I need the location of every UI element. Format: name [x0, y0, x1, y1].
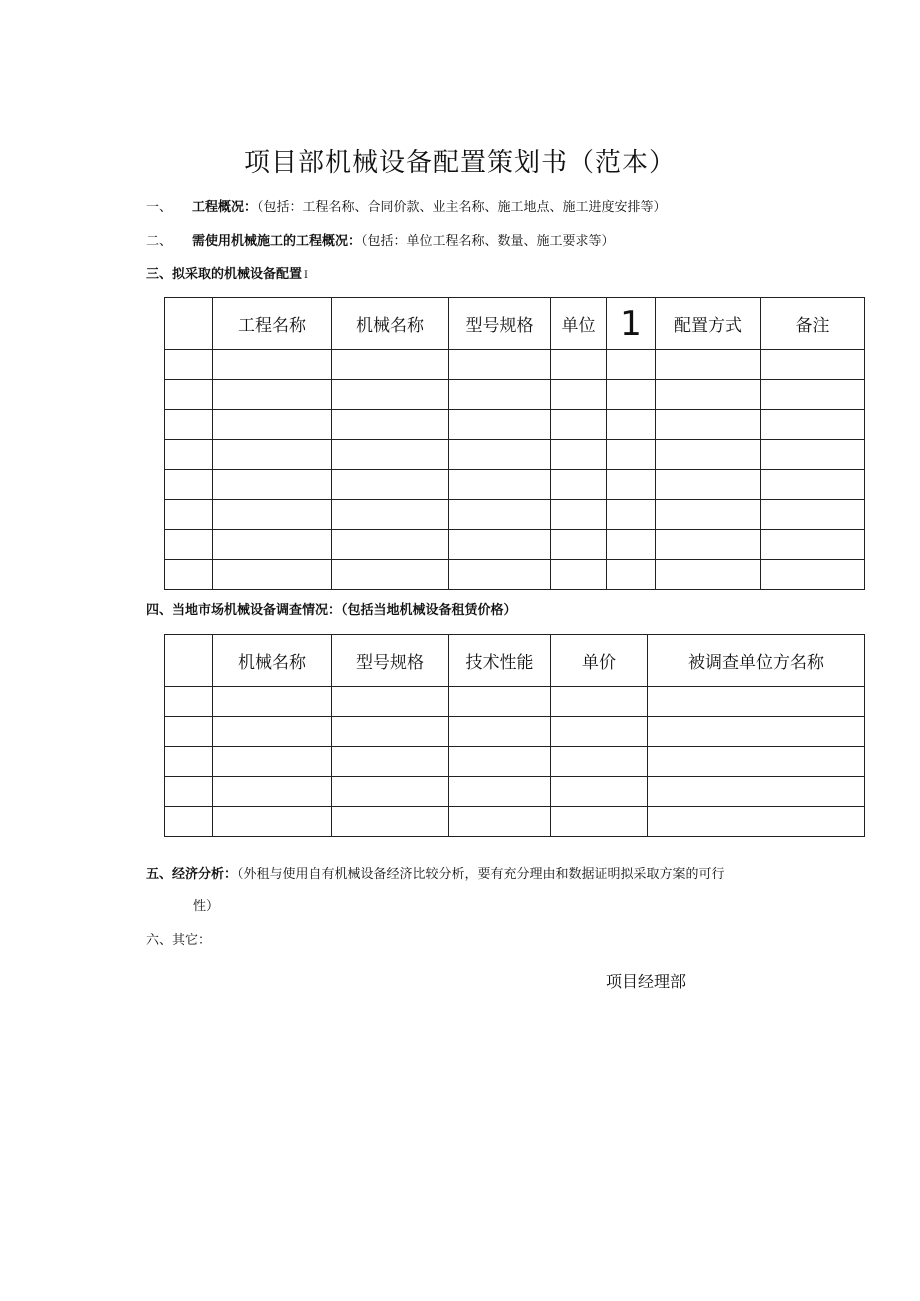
table1-cell[interactable] — [761, 440, 865, 470]
table1-cell[interactable] — [656, 380, 761, 410]
table1-cell[interactable] — [213, 560, 332, 590]
table-row — [165, 560, 865, 590]
table1-cell[interactable] — [607, 470, 656, 500]
table2-cell[interactable] — [213, 747, 332, 777]
section-1-label: 工程概况： — [192, 200, 258, 215]
table-row — [165, 500, 865, 530]
table1-cell[interactable] — [213, 410, 332, 440]
table1-cell[interactable] — [761, 410, 865, 440]
table1-cell[interactable] — [332, 380, 449, 410]
section-6 — [146, 929, 211, 948]
table-row — [165, 410, 865, 440]
table2-cell[interactable] — [449, 687, 551, 717]
table-row — [165, 440, 865, 470]
table1-cell[interactable] — [761, 380, 865, 410]
table1-cell[interactable] — [761, 530, 865, 560]
table1-cell[interactable] — [165, 440, 213, 470]
equipment-config-table — [164, 297, 865, 590]
table1-cell[interactable] — [551, 410, 607, 440]
table2-cell[interactable] — [449, 807, 551, 837]
table1-cell[interactable] — [761, 350, 865, 380]
table1-header-config-method: 配置方式 — [656, 298, 761, 350]
section-5-note-continuation: 性） — [193, 899, 220, 914]
table2-cell[interactable] — [213, 687, 332, 717]
table1-cell[interactable] — [449, 560, 551, 590]
table2-header-machine-name: 机械名称 — [213, 635, 332, 687]
table1-cell[interactable] — [551, 350, 607, 380]
section-3 — [146, 263, 308, 282]
table1-cell[interactable] — [656, 440, 761, 470]
table-row — [165, 747, 865, 777]
table2-cell[interactable] — [165, 687, 213, 717]
table-row — [165, 807, 865, 837]
section-2 — [146, 230, 615, 249]
table2-cell[interactable] — [449, 717, 551, 747]
table1-cell[interactable] — [551, 560, 607, 590]
table1-cell[interactable] — [607, 440, 656, 470]
table2-cell[interactable] — [332, 717, 449, 747]
table1-cell[interactable] — [332, 440, 449, 470]
page-title: 项目部机械设备配置策划书（范本） — [243, 148, 676, 178]
table-row — [165, 350, 865, 380]
table1-header-model-spec: 型号规格 — [449, 298, 551, 350]
table1-cell[interactable] — [761, 470, 865, 500]
table1-cell[interactable] — [551, 440, 607, 470]
table2-cell[interactable] — [449, 777, 551, 807]
table1-cell[interactable] — [332, 500, 449, 530]
table2-header-unit-price: 单价 — [551, 635, 648, 687]
table1-cell[interactable] — [165, 410, 213, 440]
table2-cell[interactable] — [449, 747, 551, 777]
market-survey-table — [164, 634, 865, 837]
table2-cell[interactable] — [332, 747, 449, 777]
section-3-label: 三、拟采取的机械设备配置 — [146, 267, 303, 282]
table1-cell[interactable] — [213, 440, 332, 470]
section-4 — [146, 599, 517, 618]
table1-cell[interactable] — [449, 350, 551, 380]
table1-cell[interactable] — [449, 410, 551, 440]
table1-cell[interactable] — [607, 350, 656, 380]
table1-cell[interactable] — [165, 350, 213, 380]
table1-cell[interactable] — [449, 470, 551, 500]
table2-cell[interactable] — [648, 687, 865, 717]
table1-cell[interactable] — [607, 530, 656, 560]
table1-header-quantity: 1 — [607, 298, 656, 350]
table1-cell[interactable] — [165, 530, 213, 560]
table2-cell[interactable] — [165, 747, 213, 777]
signature: 项目经理部 — [606, 972, 687, 991]
section-3-mark: I — [304, 270, 308, 281]
section-1-note: （包括：工程名称、合同价款、业主名称、施工地点、施工进度安排等） — [257, 200, 667, 215]
table1-header-blank — [165, 298, 213, 350]
table1-cell[interactable] — [213, 350, 332, 380]
table-row — [165, 717, 865, 747]
table1-header-unit: 单位 — [551, 298, 607, 350]
table1-cell[interactable] — [332, 470, 449, 500]
table2-cell[interactable] — [332, 777, 449, 807]
table1-cell[interactable] — [656, 560, 761, 590]
table1-cell[interactable] — [607, 500, 656, 530]
section-2-note: （包括：单位工程名称、数量、施工要求等） — [361, 234, 615, 249]
table2-cell[interactable] — [551, 747, 648, 777]
table1-cell[interactable] — [332, 560, 449, 590]
section-2-label: 需使用机械施工的工程概况： — [192, 234, 362, 249]
table1-cell[interactable] — [165, 470, 213, 500]
table1-cell[interactable] — [551, 500, 607, 530]
table2-cell[interactable] — [551, 717, 648, 747]
table2-cell[interactable] — [648, 747, 865, 777]
table2-cell[interactable] — [551, 777, 648, 807]
table1-cell[interactable] — [165, 380, 213, 410]
table2-cell[interactable] — [213, 807, 332, 837]
section-5-note: （外租与使用自有机械设备经济比较分析，要有充分理由和数据证明拟采取方案的可行 — [237, 867, 725, 882]
section-5 — [146, 863, 725, 882]
table1-cell[interactable] — [551, 470, 607, 500]
table-row — [165, 470, 865, 500]
section-4-label: 四、当地市场机械设备调查情况：（包括当地机械设备租赁价格） — [146, 603, 517, 618]
table2-cell[interactable] — [165, 717, 213, 747]
table1-cell[interactable] — [761, 500, 865, 530]
table1-cell[interactable] — [607, 560, 656, 590]
table1-cell[interactable] — [449, 530, 551, 560]
table-row — [165, 777, 865, 807]
section-5-label: 五、经济分析： — [146, 867, 238, 882]
table1-cell[interactable] — [551, 530, 607, 560]
table1-cell[interactable] — [213, 500, 332, 530]
table1-cell[interactable] — [656, 500, 761, 530]
table1-cell[interactable] — [449, 380, 551, 410]
table1-cell[interactable] — [607, 410, 656, 440]
table2-cell[interactable] — [165, 807, 213, 837]
table2-header-model-spec: 型号规格 — [332, 635, 449, 687]
table1-cell[interactable] — [656, 350, 761, 380]
table1-cell[interactable] — [213, 470, 332, 500]
table1-cell[interactable] — [761, 560, 865, 590]
table2-cell[interactable] — [213, 717, 332, 747]
table1-cell[interactable] — [607, 380, 656, 410]
table1-cell[interactable] — [332, 350, 449, 380]
table2-cell[interactable] — [648, 777, 865, 807]
section-1 — [146, 196, 667, 215]
section-6-label: 六、其它： — [146, 933, 212, 948]
table1-header-remarks: 备注 — [761, 298, 865, 350]
table2-cell[interactable] — [648, 717, 865, 747]
table2-header-surveyed-party: 被调查单位方名称 — [648, 635, 865, 687]
table1-cell[interactable] — [213, 380, 332, 410]
table1-cell[interactable] — [165, 560, 213, 590]
table2-header-tech-performance: 技术性能 — [449, 635, 551, 687]
table2-cell[interactable] — [551, 687, 648, 717]
table1-cell[interactable] — [332, 410, 449, 440]
table1-cell[interactable] — [449, 500, 551, 530]
table-row — [165, 687, 865, 717]
table-row — [165, 380, 865, 410]
table2-cell[interactable] — [648, 807, 865, 837]
table1-cell[interactable] — [656, 530, 761, 560]
table1-cell[interactable] — [449, 440, 551, 470]
table1-cell[interactable] — [213, 530, 332, 560]
table-row — [165, 530, 865, 560]
table2-header-blank — [165, 635, 213, 687]
table-header-row — [165, 298, 865, 350]
table2-cell[interactable] — [332, 807, 449, 837]
table2-cell[interactable] — [213, 777, 332, 807]
table1-header-project-name: 工程名称 — [213, 298, 332, 350]
table1-header-machine-name: 机械名称 — [332, 298, 449, 350]
section-2-number: 二、 — [146, 234, 173, 249]
table1-cell[interactable] — [551, 380, 607, 410]
table1-cell[interactable] — [656, 470, 761, 500]
table1-cell[interactable] — [165, 500, 213, 530]
table2-cell[interactable] — [165, 777, 213, 807]
table2-cell[interactable] — [551, 807, 648, 837]
table-header-row — [165, 635, 865, 687]
table1-cell[interactable] — [332, 530, 449, 560]
section-1-number: 一、 — [146, 200, 173, 215]
table1-cell[interactable] — [656, 410, 761, 440]
table2-cell[interactable] — [332, 687, 449, 717]
